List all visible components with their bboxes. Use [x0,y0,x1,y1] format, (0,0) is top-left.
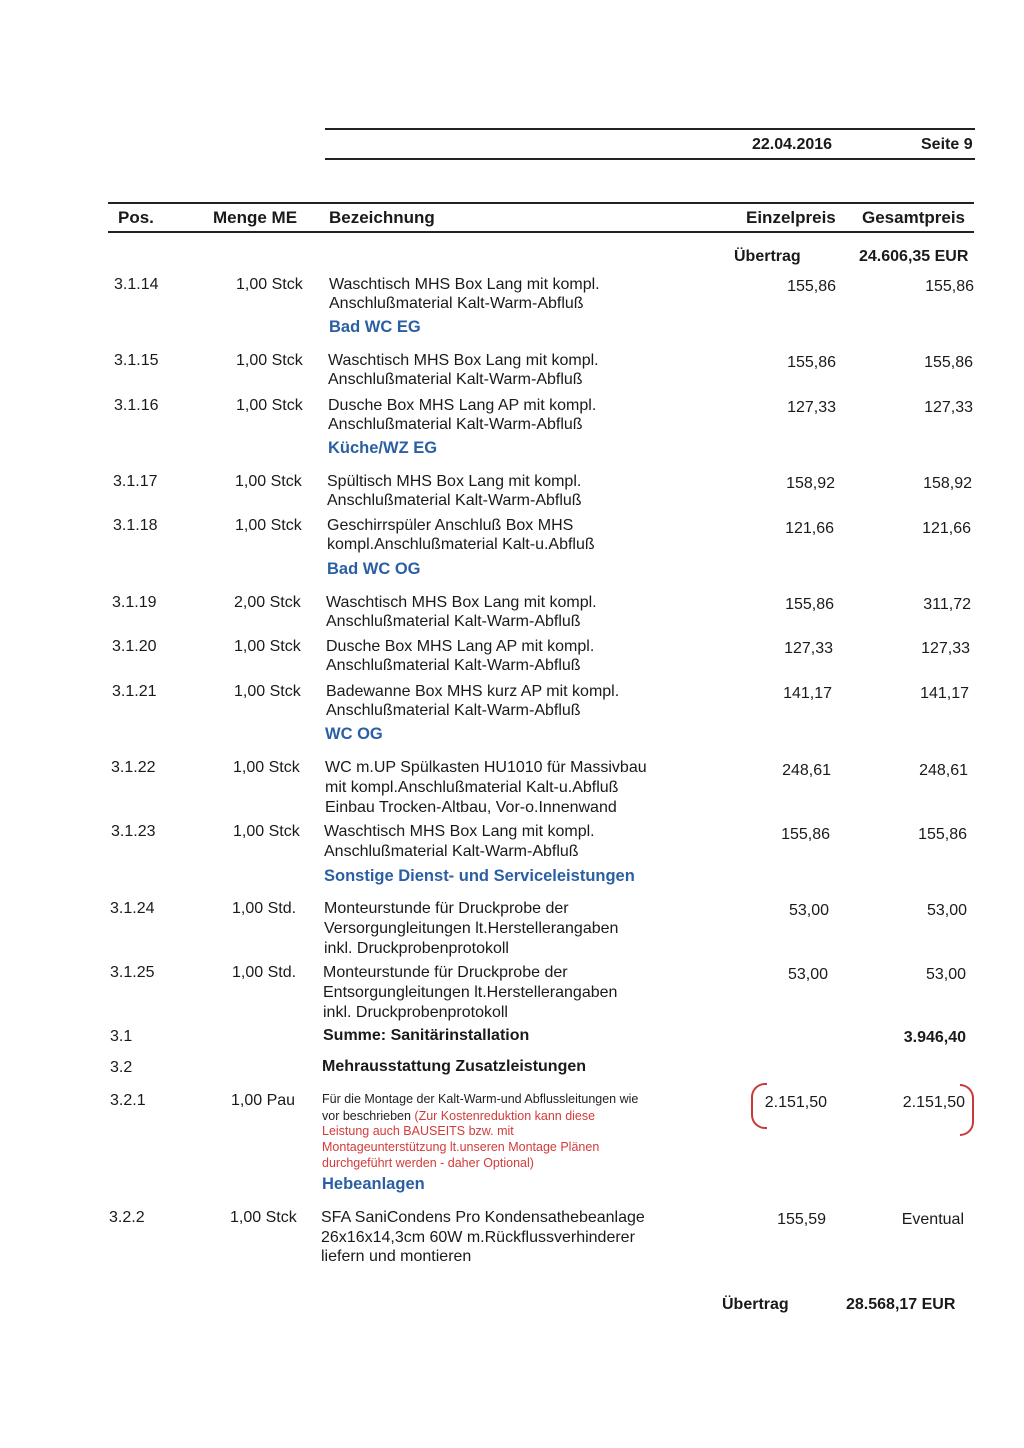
row-total-price: 53,00 [926,902,967,919]
row-unit-price: 127,33 [784,640,833,657]
table-header-rule-top [108,202,974,204]
row-pos: 3.1.14 [114,276,159,293]
row-total-price: 155,86 [925,278,974,295]
row-unit-price: 127,33 [787,399,836,416]
row-total-price: 141,17 [920,685,969,702]
row-qty: 1,00 Std. [232,900,297,917]
summary-amount: 3.946,40 [903,1029,966,1046]
row-desc-line: Entsorgungleitungen lt.Herstellerangaben [323,984,618,1001]
row-unit-price: 141,17 [783,685,832,702]
row-total-price: 248,61 [919,762,968,779]
row-desc-line: Einbau Trocken-Altbau, Vor-o.Innenwand [325,799,617,816]
header-rule-bottom [325,158,975,160]
row-unit-price: 155,86 [787,354,836,371]
row-qty: 1,00 Stck [236,352,303,369]
section-heading: WC OG [325,725,383,743]
row-qty: 1,00 Stck [230,1209,297,1226]
row-pos: 3.1.22 [111,759,156,776]
summary-label: Summe: Sanitärinstallation [323,1027,530,1044]
section-heading: Bad WC OG [327,560,421,578]
row-total-price: 121,66 [922,520,971,537]
carry-out-label: Übertrag [722,1296,789,1313]
row-qty: 1,00 Std. [232,964,297,981]
row-pos: 3.1.21 [112,683,157,700]
table-header-rule-bottom [108,231,974,233]
row-unit-price: 53,00 [788,902,829,919]
row-desc-line: Dusche Box MHS Lang AP mit kompl. [328,397,597,414]
row-pos: 3.1.20 [112,638,157,655]
row-desc-line: liefern und montieren [321,1248,472,1265]
row-pos: 3.1.23 [111,823,156,840]
section-heading: Bad WC EG [329,318,421,336]
row-desc-line: Monteurstunde für Druckprobe der [323,964,568,981]
row-desc-line: Anschlußmaterial Kalt-Warm-Abfluß [326,657,581,674]
row-total-price: 158,92 [923,475,972,492]
header-date: 22.04.2016 [752,136,833,153]
row-pos: 3.1.24 [110,900,155,917]
annotation-bracket-left [751,1083,767,1129]
column-unit-price: Einzelpreis [746,208,836,227]
row-qty: 1,00 Stck [236,276,303,293]
row-desc-line: inkl. Druckprobenprotokoll [323,1004,508,1021]
row-desc-line: Anschlußmaterial Kalt-Warm-Abfluß [328,416,583,433]
group-label: Mehrausstattung Zusatzleistungen [322,1058,587,1075]
header-rule-top [325,128,975,130]
row-qty: 1,00 Stck [233,759,300,776]
row-desc-line: 26x16x14,3cm 60W m.Rückflussverhinderer [321,1229,635,1246]
row-unit-price: 155,86 [787,278,836,295]
row-desc-line: Versorgungleitungen lt.Herstellerangaben [324,920,619,937]
row-unit-price: 155,86 [781,826,830,843]
row-desc-line: WC m.UP Spülkasten HU1010 für Massivbau [325,759,647,776]
note-line: Für die Montage der Kalt-Warm-und Abflussleitungen wie [322,1092,639,1106]
row-total-price: 53,00 [925,966,966,983]
column-total-price: Gesamtpreis [862,208,965,227]
column-pos: Pos. [118,208,154,227]
row-qty: 2,00 Stck [234,594,301,611]
row-pos: 3.2.2 [109,1209,145,1226]
row-desc-line: Geschirrspüler Anschluß Box MHS [327,517,574,534]
row-unit-price: 158,92 [786,475,835,492]
section-heading: Küche/WZ EG [328,439,438,457]
row-desc-line: Anschlußmaterial Kalt-Warm-Abfluß [329,295,584,312]
row-desc-line: Anschlußmaterial Kalt-Warm-Abfluß [327,492,582,509]
row-pos: 3.1.17 [113,473,158,490]
row-pos: 3.1.19 [112,594,157,611]
row-pos: 3.2.1 [110,1092,146,1109]
row-pos: 3.1.16 [114,397,159,414]
row-qty: 1,00 Stck [235,473,302,490]
note-line-red: Leistung auch BAUSEITS bzw. mit [322,1124,514,1138]
header-page: Seite 9 [921,136,973,153]
row-unit-price: 155,86 [785,596,834,613]
section-heading: Sonstige Dienst- und Serviceleistungen [324,867,635,885]
row-qty: 1,00 Stck [233,823,300,840]
row-total-price: Eventual [901,1211,964,1228]
section-heading: Hebeanlagen [322,1175,425,1193]
row-total-price: 127,33 [921,640,970,657]
row-pos: 3.1.15 [114,352,159,369]
row-desc-line: Anschlußmaterial Kalt-Warm-Abfluß [326,702,581,719]
row-desc-line: Dusche Box MHS Lang AP mit kompl. [326,638,595,655]
row-desc-line: Waschtisch MHS Box Lang mit kompl. [328,352,599,369]
row-qty: 1,00 Pau [231,1092,296,1109]
row-total-price: 2.151,50 [902,1094,965,1111]
row-total-price: 127,33 [924,399,973,416]
column-qty: Menge ME [213,208,298,227]
row-desc-line: Waschtisch MHS Box Lang mit kompl. [326,594,597,611]
row-unit-price: 248,61 [782,762,831,779]
row-desc-line: Anschlußmaterial Kalt-Warm-Abfluß [328,371,583,388]
row-desc-line: SFA SaniCondens Pro Kondensathebeanlage [321,1209,645,1226]
column-description: Bezeichnung [329,208,435,227]
row-qty: 1,00 Stck [234,638,301,655]
row-unit-price: 2.151,50 [764,1094,827,1111]
row-total-price: 311,72 [923,596,971,613]
row-qty: 1,00 Stck [236,397,303,414]
row-total-price: 155,86 [918,826,967,843]
carry-out-amount: 28.568,17 EUR [846,1296,956,1313]
row-desc-line: Monteurstunde für Druckprobe der [324,900,569,917]
note-text-red: (Zur Kostenreduktion kann diese [414,1109,596,1123]
note-line-red: durchgeführt werden - daher Optional) [322,1156,534,1170]
annotation-bracket-right [960,1084,974,1136]
row-desc-line: inkl. Druckprobenprotokoll [324,940,509,957]
row-unit-price: 155,59 [777,1211,826,1228]
note-text: vor beschrieben [322,1109,415,1123]
row-total-price: 155,86 [924,354,973,371]
row-desc-line: Waschtisch MHS Box Lang mit kompl. [324,823,595,840]
row-qty: 1,00 Stck [234,683,301,700]
row-qty: 1,00 Stck [235,517,302,534]
note-line-red: Montageunterstützung lt.unseren Montage Plänen [322,1140,600,1154]
row-desc-line: Badewanne Box MHS kurz AP mit kompl. [326,683,620,700]
row-desc-line: Waschtisch MHS Box Lang mit kompl. [329,276,600,293]
row-desc-line: Anschlußmaterial Kalt-Warm-Abfluß [324,843,579,860]
row-unit-price: 53,00 [787,966,828,983]
row-desc-line: mit kompl.Anschlußmaterial Kalt-u.Abfluß [325,779,619,796]
group-pos: 3.2 [110,1059,133,1076]
summary-pos: 3.1 [110,1028,133,1045]
row-pos: 3.1.25 [110,964,155,981]
carry-in-amount: 24.606,35 EUR [859,248,969,265]
row-desc-line: Spültisch MHS Box Lang mit kompl. [327,473,582,490]
row-unit-price: 121,66 [785,520,834,537]
row-desc-line: Anschlußmaterial Kalt-Warm-Abfluß [326,613,581,630]
row-desc-line: kompl.Anschlußmaterial Kalt-u.Abfluß [327,536,595,553]
row-pos: 3.1.18 [113,517,158,534]
carry-in-label: Übertrag [734,248,801,265]
